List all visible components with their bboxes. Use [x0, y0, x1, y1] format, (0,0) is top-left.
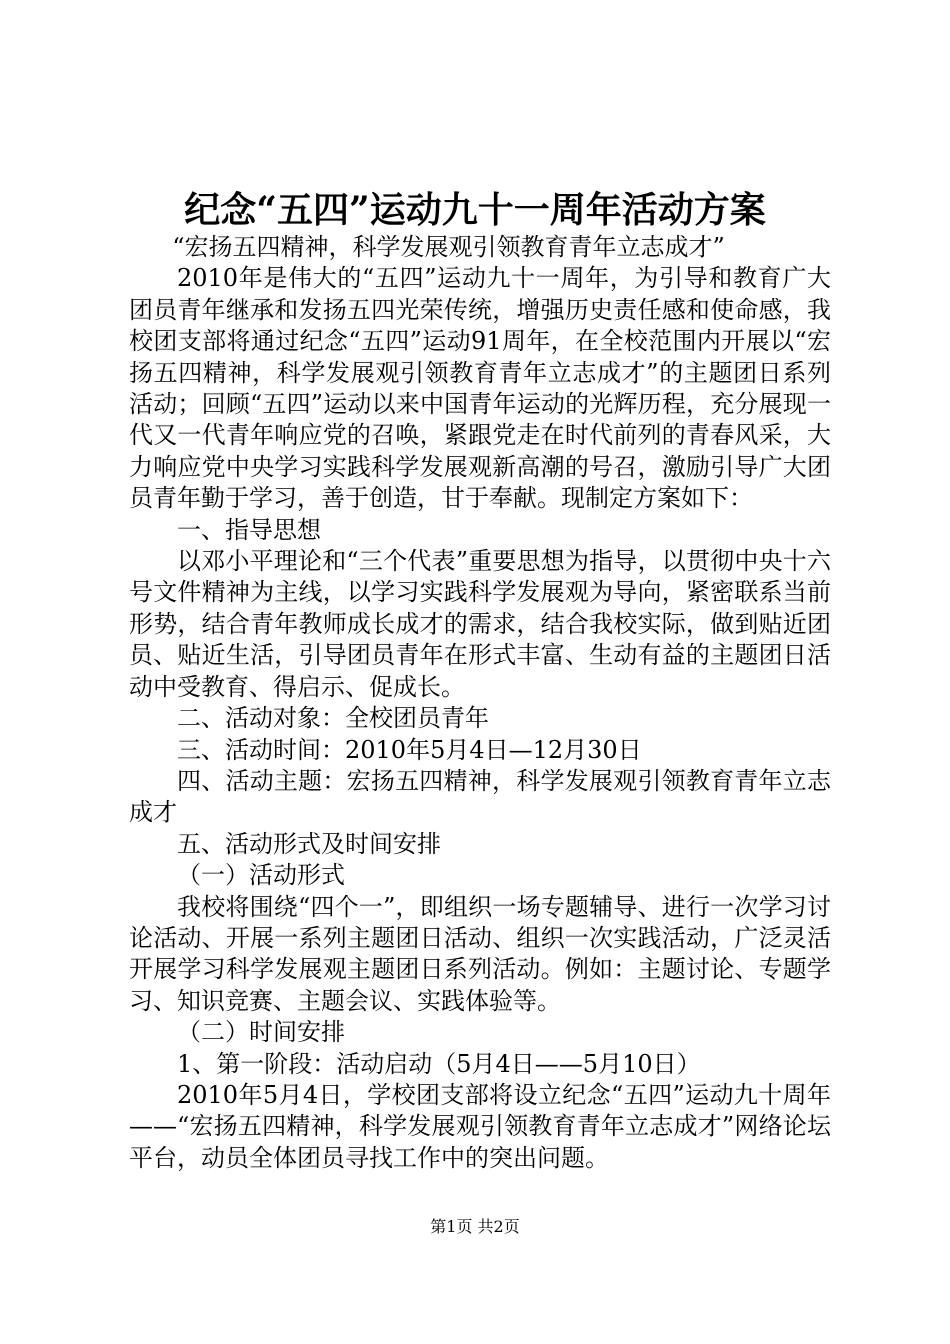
- section-heading-format-schedule: 五、活动形式及时间安排: [177, 829, 441, 858]
- stage-one-heading: 1、第一阶段：活动启动（5月4日——5月10日）: [177, 1049, 701, 1078]
- subtitle-slogan: “宏扬五四精神，科学发展观引领教育青年立志成才”: [172, 233, 725, 261]
- guiding-ideology-paragraph: 以邓小平理论和“三个代表”重要思想为指导，以贯彻中央十六号文件精神为主线，以学习实践科学发展观为导向，紧密联系当前形势，结合青年教师成长成才的需求，结合我校实际，做到贴近团员、贴近生活，引导团员青年在形式丰富、生动有益的主题团日活动中受教育、得启示、促成长。: [129, 547, 831, 701]
- subsection-heading-schedule: （二）时间安排: [177, 1018, 345, 1047]
- page-footer: 第1页 共2页: [430, 1217, 520, 1236]
- document-title: 纪念“五四”运动九十一周年活动方案: [184, 189, 766, 231]
- section-heading-guiding-ideology: 一、指导思想: [177, 515, 321, 544]
- section-heading-time: 三、活动时间：2010年5月4日—12月30日: [177, 735, 642, 764]
- intro-paragraph: 2010年是伟大的“五四”运动九十一周年，为引导和教育广大团员青年继承和发扬五四光荣传统，增强历史责任感和使命感，我校团支部将通过纪念“五四”运动91周年，在全校范围内开展以“宏扬五四精神，科学发展观引领教育青年立志成才”的主题团日系列活动；回顾“五四”运动以来中国青年运动的光辉历程，充分展现一代又一代青年响应党的召唤，紧跟党走在时代前列的青春风采，大力响应党中央学习实践科学发展观新高潮的号召，激励引导广大团员青年勤于学习，善于创造，甘于奉献。现制定方案如下：: [129, 264, 831, 513]
- document-body: [129, 232, 831, 1174]
- section-heading-participants: 二、活动对象：全校团员青年: [177, 704, 489, 733]
- subsection-heading-format: （一）活动形式: [177, 861, 345, 890]
- section-heading-theme: 四、活动主题：宏扬五四精神，科学发展观引领教育青年立志成才: [129, 766, 831, 827]
- stage-one-paragraph: 2010年5月4日，学校团支部将设立纪念“五四”运动九十周年——“宏扬五四精神，科学发展观引领教育青年立志成才”网络论坛平台，动员全体团员寻找工作中的突出问题。: [129, 1080, 831, 1172]
- format-paragraph: 我校将围绕“四个一”，即组织一场专题辅导、进行一次学习讨论活动、开展一系列主题团日活动、组织一次实践活动，广泛灵活开展学习科学发展观主题团日系列活动。例如：主题讨论、专题学习、知识竞赛、主题会议、实践体验等。: [129, 892, 831, 1015]
